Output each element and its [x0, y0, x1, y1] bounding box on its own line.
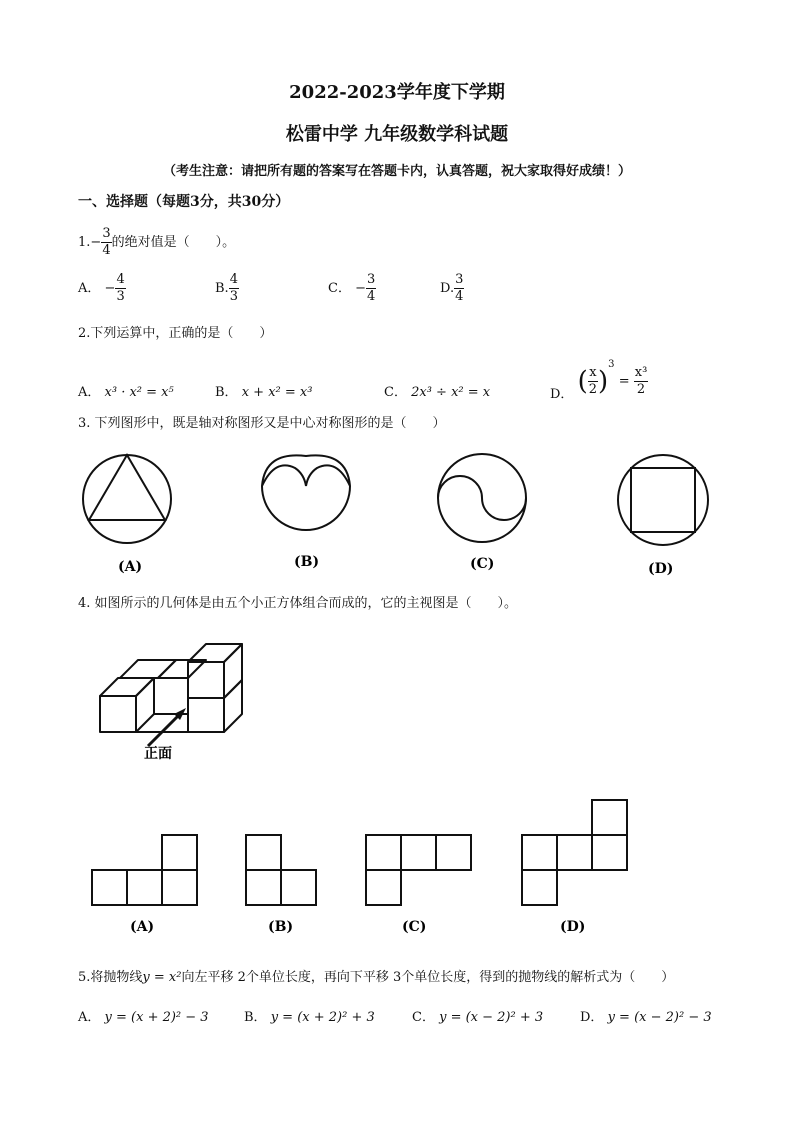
q1-option-b-den: 3	[229, 289, 238, 304]
q4-solid-figure	[90, 628, 260, 768]
q2-option-a-letter: A．	[78, 385, 101, 400]
q1-option-c-den: 4	[367, 289, 376, 304]
q2-option-d-rhs-num: x³	[634, 365, 648, 380]
q1-option-d-den: 4	[455, 289, 464, 304]
q4-label-b: (B)	[268, 919, 294, 935]
q2-option-c-expr: 2x³ ÷ x² = x	[411, 385, 491, 400]
q4-view-options	[80, 795, 640, 945]
q3-figure-d	[618, 455, 708, 545]
q4-label-c: (C)	[402, 919, 427, 935]
q1-option-b-letter: B.	[215, 281, 229, 296]
q5-option-a-letter: A．	[78, 1010, 101, 1025]
q1-option-c-sign: −	[355, 281, 366, 296]
q4-option-b-figure	[246, 835, 316, 905]
q4-option-c-figure	[366, 835, 471, 905]
q2-option-d	[550, 355, 648, 402]
q2-option-d-letter: D．	[550, 387, 574, 402]
q5-option-c	[412, 1006, 543, 1025]
q1-frac-num: 3	[102, 226, 111, 241]
q2-option-d-lhs-den: 2	[588, 382, 598, 397]
q1-neg-sign: −	[90, 235, 102, 250]
exam-year-title: 2022-2023学年度下学期	[289, 82, 505, 103]
q2-option-d-lhs-fraction	[588, 365, 598, 398]
q2-option-a	[78, 381, 174, 400]
exam-subject-title: 松雷中学 九年级数学科试题	[285, 124, 509, 145]
q3-figure-c	[438, 454, 526, 542]
q3-label-d: (D)	[648, 561, 674, 577]
q4-label-d: (D)	[560, 919, 586, 935]
q5-option-b-letter: B．	[244, 1010, 267, 1025]
q2-option-a-expr: x³ · x² = x⁵	[104, 385, 174, 400]
q1-option-d-fraction	[454, 272, 464, 305]
q1-number: 1.	[78, 235, 91, 250]
q2-option-d-rhs-fraction	[634, 365, 649, 398]
q2-option-d-power: 3	[608, 359, 615, 370]
q1-stem-tail: 的绝对值是（ ）。	[111, 235, 236, 250]
q5-option-c-letter: C．	[412, 1010, 435, 1025]
q1-option-b-num: 4	[229, 272, 238, 287]
question-1-stem	[78, 226, 235, 259]
q5-option-d-expr: y = (x − 2)² − 3	[607, 1010, 712, 1025]
q2-option-b-letter: B．	[215, 385, 238, 400]
q2-option-b-expr: x + x² = x³	[241, 385, 313, 400]
q1-option-b-fraction	[229, 272, 239, 305]
q2-option-d-expr: ( $\frac{x}{2}$ )$^3$ = $\frac{\text{x³}}{2}$	[577, 359, 648, 397]
q2-option-d-equals: =	[618, 374, 630, 389]
q5-stem-post: 向左平移 2个单位长度，再向下平移 3个单位长度，得到的抛物线的解析式为（ ）	[181, 970, 675, 985]
question-3-stem: 3. 下列图形中，既是轴对称图形又是中心对称图形的是（ ）	[78, 416, 446, 431]
q1-frac-den: 4	[102, 243, 111, 258]
q4-option-d-figure	[522, 800, 627, 905]
q3-label-c: (C)	[470, 556, 495, 572]
q2-option-c	[384, 381, 490, 400]
q5-option-b	[244, 1006, 375, 1025]
q4-front-label: 正面	[144, 746, 172, 762]
q5-option-c-expr: y = (x − 2)² + 3	[439, 1010, 544, 1025]
q1-option-c-fraction	[366, 272, 376, 305]
q3-figure-a	[83, 455, 171, 543]
q1-option-c	[328, 272, 376, 305]
q1-option-a	[78, 272, 126, 305]
q2-option-d-rhs-den: 2	[636, 382, 646, 397]
q4-label-a: (A)	[130, 919, 155, 935]
q2-option-d-lhs-num: x	[589, 365, 597, 380]
question-2-stem: 2.下列运算中，正确的是（ ）	[78, 326, 273, 341]
q5-option-a	[78, 1006, 209, 1025]
q3-label-a: (A)	[118, 559, 143, 575]
q3-label-b: (B)	[294, 554, 320, 570]
q5-option-a-expr: y = (x + 2)² − 3	[104, 1010, 209, 1025]
q5-stem-expr: y = x²	[142, 970, 182, 985]
q1-option-a-letter: A．	[78, 281, 101, 296]
section-choice-heading: 一、选择题（每题3分，共30分）	[78, 194, 290, 210]
q1-option-d	[440, 272, 464, 305]
q5-option-d-letter: D．	[580, 1010, 604, 1025]
q2-option-c-letter: C．	[384, 385, 407, 400]
q3-figure-b	[262, 455, 350, 530]
q4-option-a-figure	[92, 835, 197, 905]
q1-option-d-num: 3	[455, 272, 464, 287]
q1-option-d-letter: D.	[440, 281, 455, 296]
q1-option-a-sign: −	[104, 281, 116, 296]
q1-option-c-num: 3	[367, 272, 376, 287]
q1-option-a-num: 4	[116, 272, 125, 287]
question-4-stem: 4. 如图所示的几何体是由五个小正方体组合而成的，它的主视图是（ ）。	[78, 596, 518, 611]
question-5-stem	[78, 966, 674, 985]
q1-fraction	[101, 226, 111, 259]
q1-option-c-letter: C．	[328, 281, 351, 296]
q1-option-b	[215, 272, 239, 305]
q5-option-d	[580, 1006, 712, 1025]
q2-option-b	[215, 381, 312, 400]
examinee-notice: （考生注意：请把所有题的答案写在答题卡内，认真答题，祝大家取得好成绩！）	[162, 164, 631, 179]
q1-option-a-den: 3	[116, 289, 125, 304]
q1-option-a-fraction	[115, 272, 125, 305]
q5-stem-pre: 5.将抛物线	[78, 970, 143, 985]
q3-figures	[70, 436, 720, 582]
q5-option-b-expr: y = (x + 2)² + 3	[270, 1010, 375, 1025]
